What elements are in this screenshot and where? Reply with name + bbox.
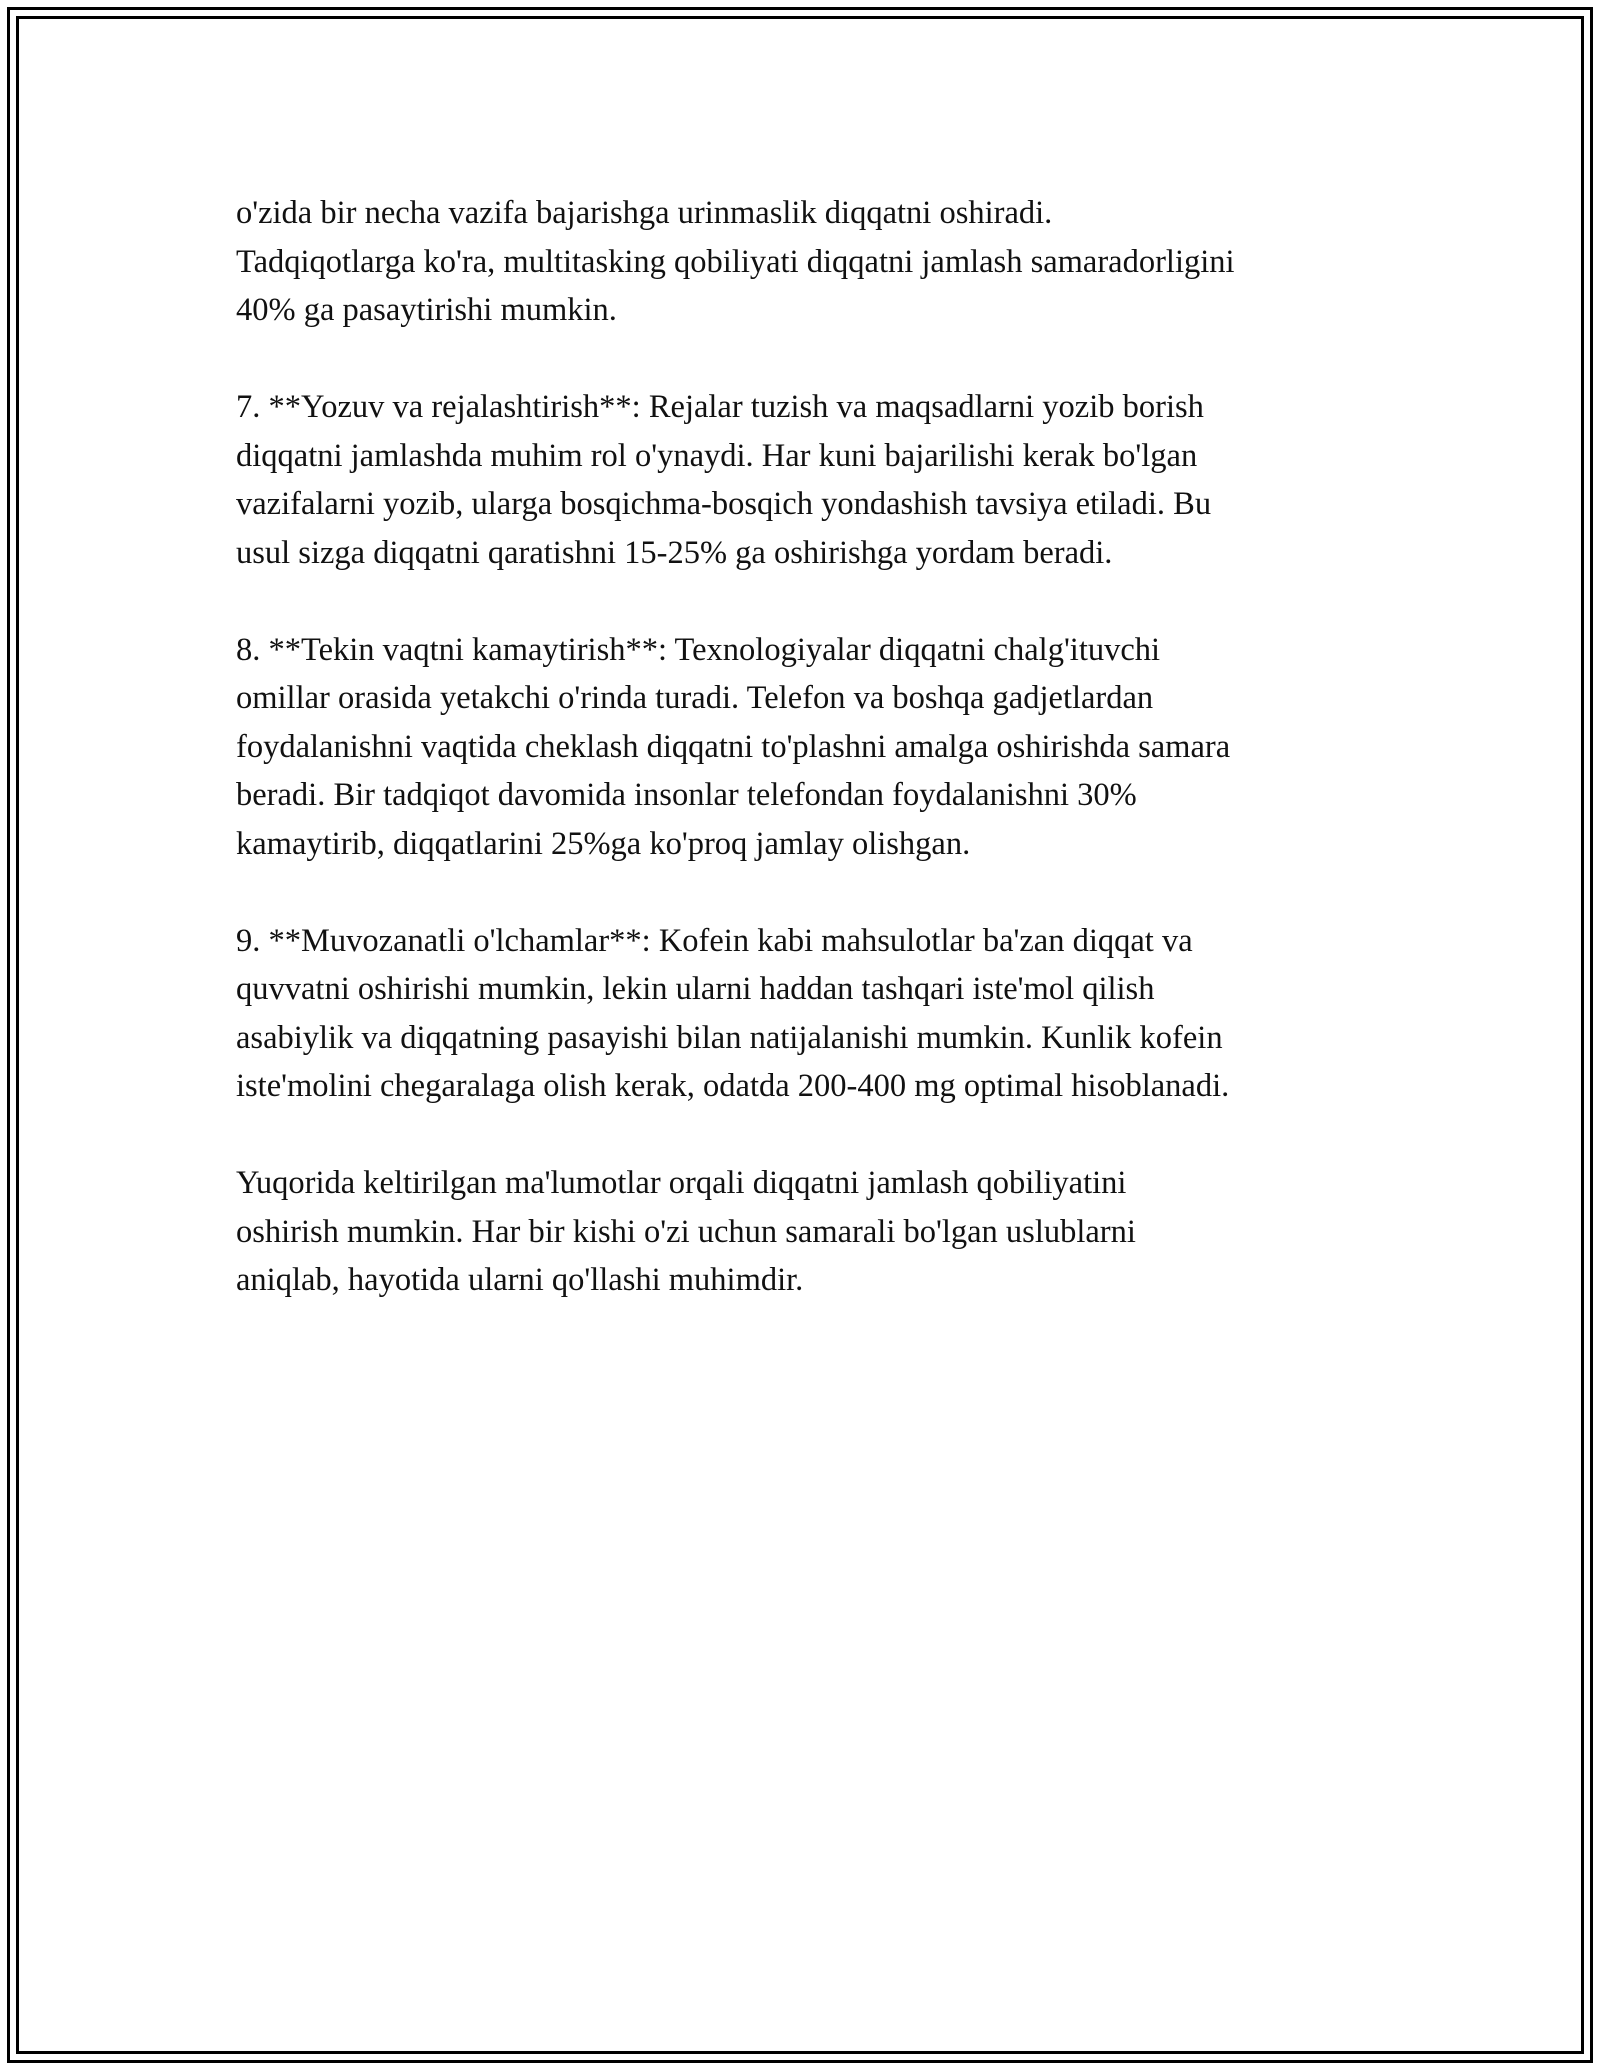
paragraph-continuation: o'zida bir necha vazifa bajarishga urinmaslik diqqatni oshiradi. Tadqiqotlarga ko'ra, multitasking qobiliyati diqqatni jamlash samaradorligini 40% ga pasaytirishi mumkin. bbox=[236, 195, 1235, 328]
document-body bbox=[236, 189, 1386, 1353]
paragraph-item-7: 7. **Yozuv va rejalashtirish**: Rejalar tuzish va maqsadlarni yozib borish diqqatni jamlashda muhim rol o'ynaydi. Har kuni bajarilishi kerak bo'lgan vazifalarni yozib, ularga bosqichma-bosqich yondashish tavsiya etiladi. Bu usul sizga diqqatni qaratishni 15-25% ga oshirishga yordam beradi. bbox=[236, 389, 1212, 571]
paragraph-item-9: 9. **Muvozanatli o'lchamlar**: Kofein kabi mahsulotlar ba'zan diqqat va quvvatni oshirishi mumkin, lekin ularni haddan tashqari iste'mol qilish asabiylik va diqqatning pasayishi bilan natijalanishi mumkin. Kunlik kofein iste'molini chegaralaga olish kerak, odatda 200-400 mg optimal hisoblanadi. bbox=[236, 922, 1230, 1104]
paragraph-conclusion: Yuqorida keltirilgan ma'lumotlar orqali diqqatni jamlash qobiliyatini oshirish mumkin. Har bir kishi o'zi uchun samarali bo'lgan uslublarni aniqlab, hayotida ularni qo'llashi muhimdir. bbox=[236, 1165, 1136, 1298]
paragraph-item-8: 8. **Tekin vaqtni kamaytirish**: Texnologiyalar diqqatni chalg'ituvchi omillar orasida yetakchi o'rinda turadi. Telefon va boshqa gadjetlardan foydalanishni vaqtida cheklash diqqatni to'plashni amalga oshirishda samara beradi. Bir tadqiqot davomida insonlar telefondan foydalanishni 30% kamaytirib, diqqatlarini 25%ga ko'proq jamlay olishgan. bbox=[236, 631, 1231, 862]
